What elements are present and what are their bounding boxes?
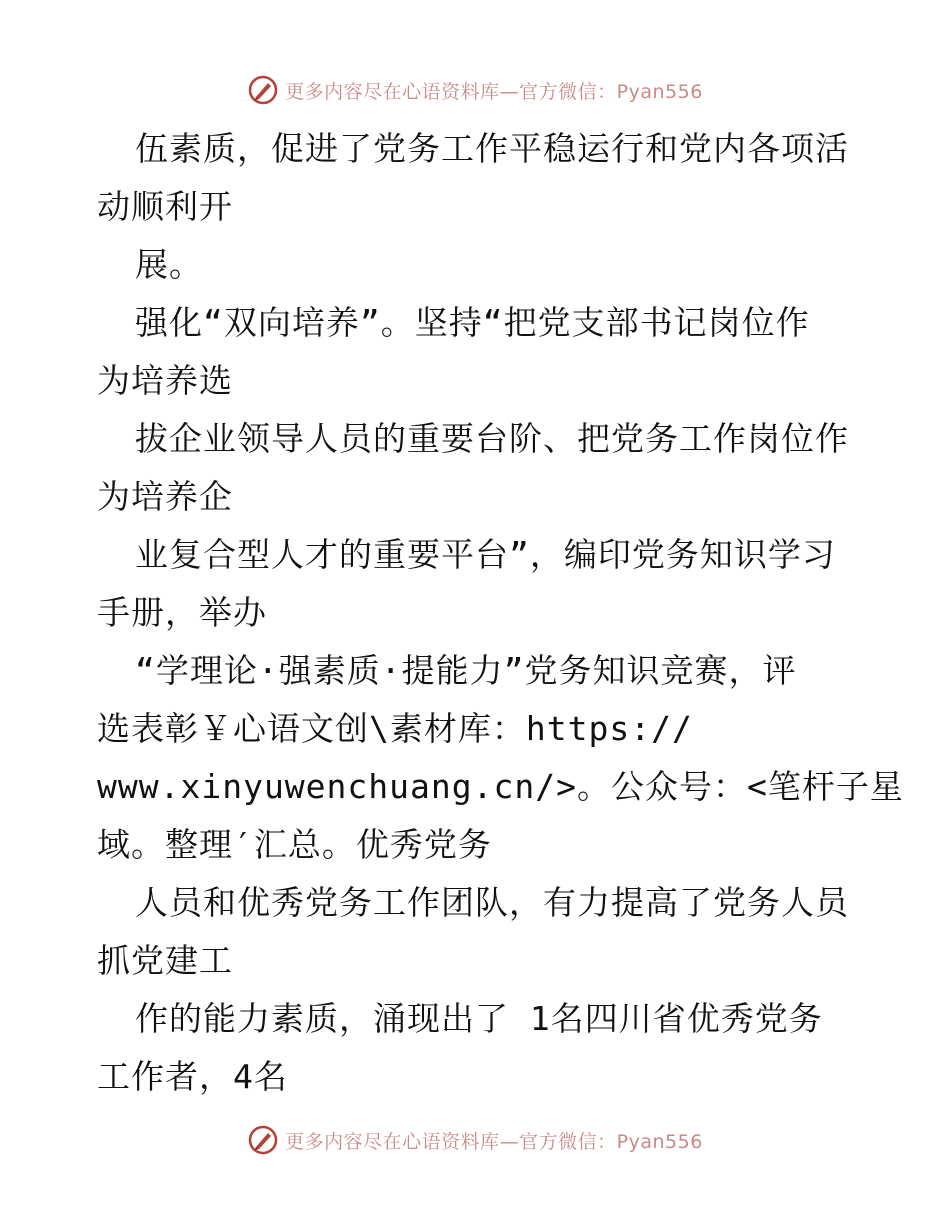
text-line: 抓党建工 (97, 941, 233, 980)
text-line: 人员和优秀党务工作团队，有力提高了党务人员 (135, 883, 849, 922)
footer-watermark-text: 更多内容尽在心语资料库—官方微信：Pyan556 (285, 1130, 703, 1153)
text-line: 业复合型人才的重要平台”，编印党务知识学习 (135, 535, 836, 574)
text-line: 选表彰￥心语文创\素材库：https:// (97, 709, 693, 748)
text-line: 手册，举办 (97, 593, 267, 632)
pen-logo-icon (247, 1124, 279, 1156)
text-line: 工作者，4名 (97, 1057, 288, 1096)
document-body (97, 120, 904, 1106)
pen-logo-icon (247, 74, 279, 106)
text-line: 为培养选 (97, 361, 233, 400)
header-watermark-text: 更多内容尽在心语资料库—官方微信：Pyan556 (285, 80, 703, 103)
text-line: 域。整理′汇总。优秀党务 (97, 825, 492, 864)
header-watermark-banner (0, 70, 950, 110)
text-line: 强化“双向培养”。坚持“把党支部书记岗位作 (135, 303, 810, 342)
text-line: 伍素质，促进了党务工作平稳运行和党内各项活 (135, 129, 849, 168)
text-line: www.xinyuwenchuang.cn/>。公众号：<笔杆子星 (97, 767, 904, 806)
text-line: 作的能力素质，涌现出了 1名四川省优秀党务 (135, 999, 823, 1038)
text-line: 拔企业领导人员的重要台阶、把党务工作岗位作 (135, 419, 849, 458)
text-line: 动顺利开 (97, 187, 233, 226)
text-line: 展。 (135, 245, 203, 284)
footer-watermark-banner (0, 1120, 950, 1160)
text-line: 为培养企 (97, 477, 233, 516)
text-line: “学理论·强素质·提能力”党务知识竞赛，评 (135, 651, 797, 690)
